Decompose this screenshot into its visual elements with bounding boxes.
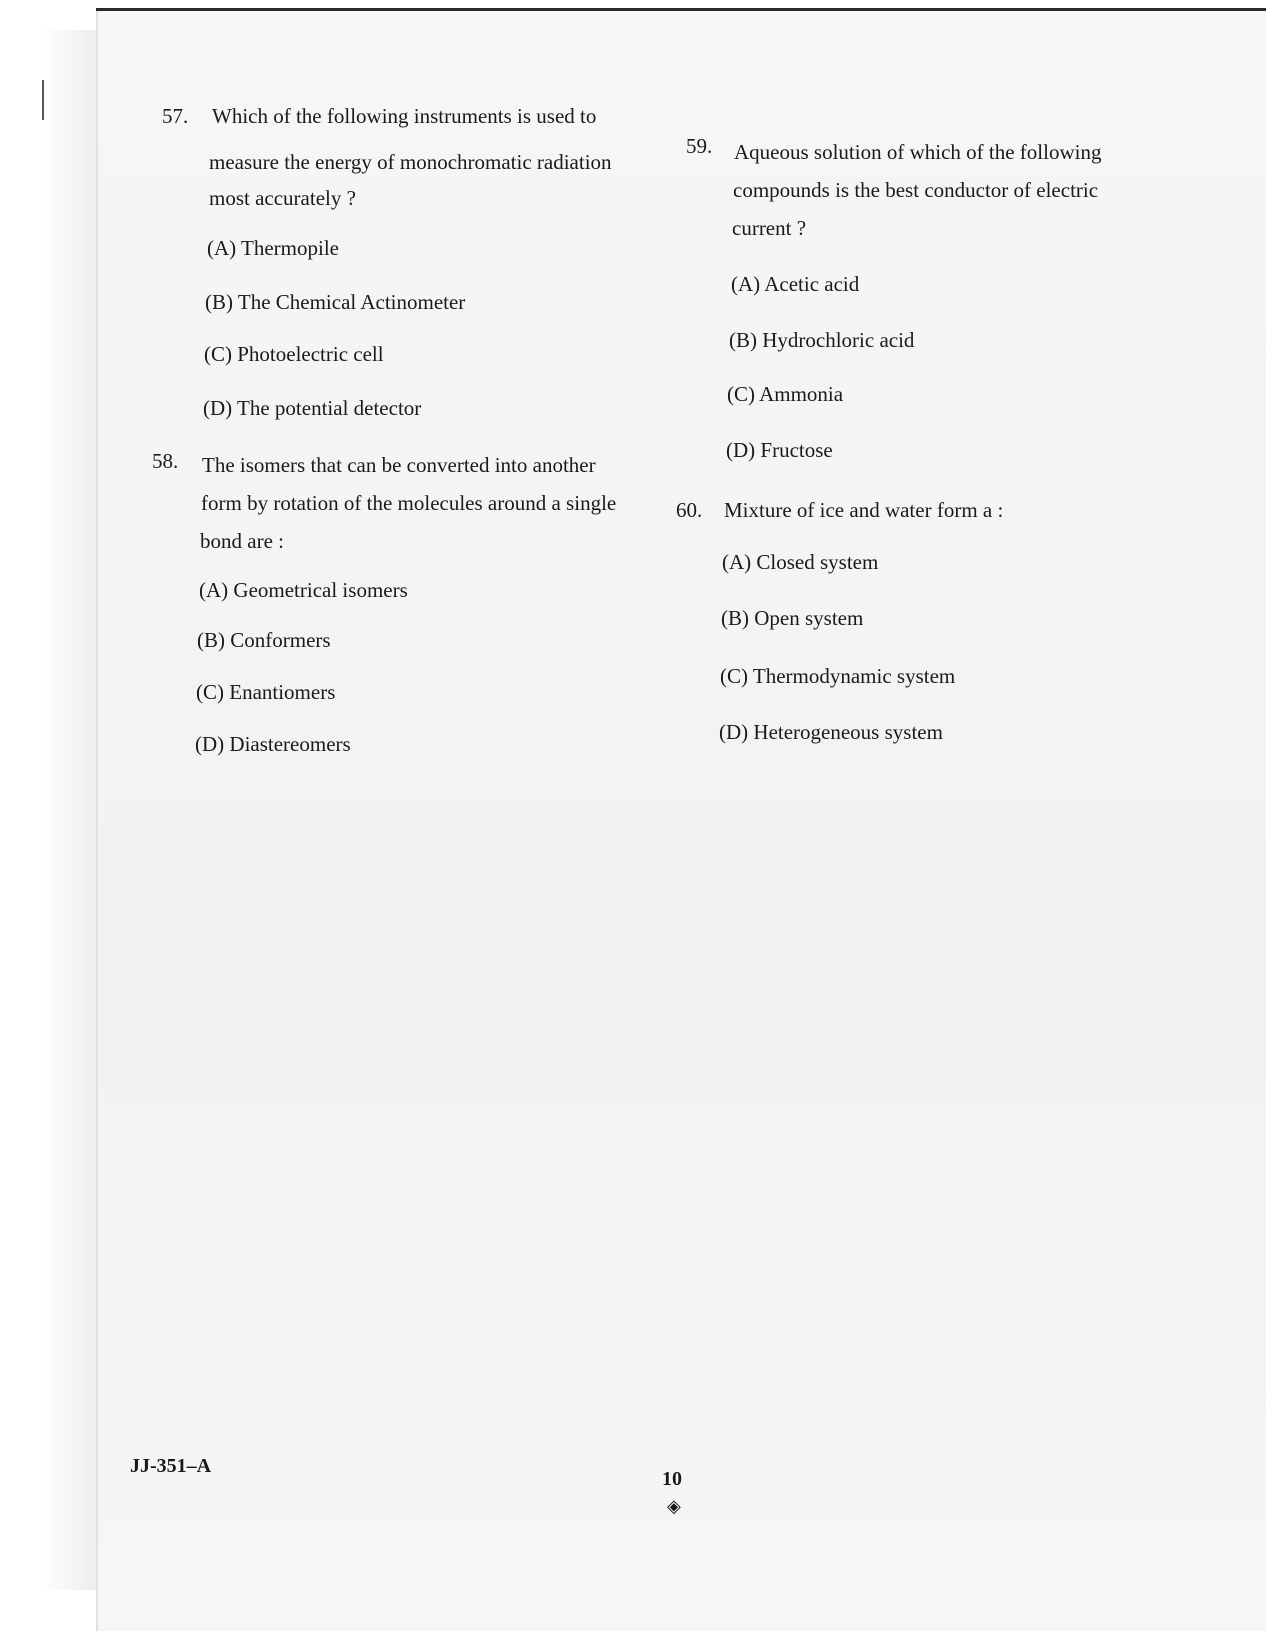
- question-number: 58.: [152, 449, 179, 473]
- booklet-code: JJ-351–A: [130, 1455, 212, 1477]
- question-58: [152, 445, 672, 555]
- option-d: (D) The potential detector: [203, 396, 422, 420]
- option-b: (B) Conformers: [197, 628, 331, 652]
- question-number: 59.: [686, 134, 713, 158]
- option-d: (D) Fructose: [726, 438, 833, 462]
- question-number: 57.: [162, 104, 189, 128]
- question-57: [162, 100, 672, 220]
- question-text-line: Aqueous solution of which of the following: [734, 140, 1102, 164]
- option-b: (B) The Chemical Actinometer: [205, 290, 466, 314]
- option-a: (A) Acetic acid: [731, 272, 860, 296]
- question-text-line: form by rotation of the molecules around a single: [201, 491, 617, 515]
- option-d: (D) Diastereomers: [195, 732, 351, 756]
- page-number: 10: [662, 1468, 682, 1490]
- question-text-line: The isomers that can be converted into another: [202, 453, 596, 477]
- question-text-line: measure the energy of monochromatic radiation: [209, 150, 612, 174]
- option-c: (C) Ammonia: [727, 382, 844, 406]
- option-b: (B) Hydrochloric acid: [729, 328, 915, 352]
- paper-shadow: [40, 30, 100, 1590]
- question-text-line: Mixture of ice and water form a :: [724, 498, 1004, 522]
- paper-crease: [42, 80, 44, 120]
- option-c: (C) Enantiomers: [196, 680, 336, 704]
- question-text-line: compounds is the best conductor of electric: [733, 178, 1099, 202]
- question-number: 60.: [676, 498, 703, 522]
- question-text-line: Which of the following instruments is used to: [212, 104, 597, 128]
- option-c: (C) Photoelectric cell: [204, 342, 384, 366]
- question-text-line: bond are :: [200, 529, 284, 553]
- question-text-line: current ?: [732, 216, 807, 240]
- option-a: (A) Thermopile: [207, 236, 339, 260]
- option-a: (A) Closed system: [722, 550, 879, 574]
- question-text-line: most accurately ?: [209, 186, 356, 210]
- option-d: (D) Heterogeneous system: [719, 720, 943, 744]
- question-59: [686, 130, 1206, 250]
- option-b: (B) Open system: [721, 606, 864, 630]
- diamond-marker-icon: ◈: [667, 1496, 681, 1516]
- question-60: [676, 494, 1196, 534]
- option-c: (C) Thermodynamic system: [720, 664, 956, 688]
- option-a: (A) Geometrical isomers: [199, 578, 408, 602]
